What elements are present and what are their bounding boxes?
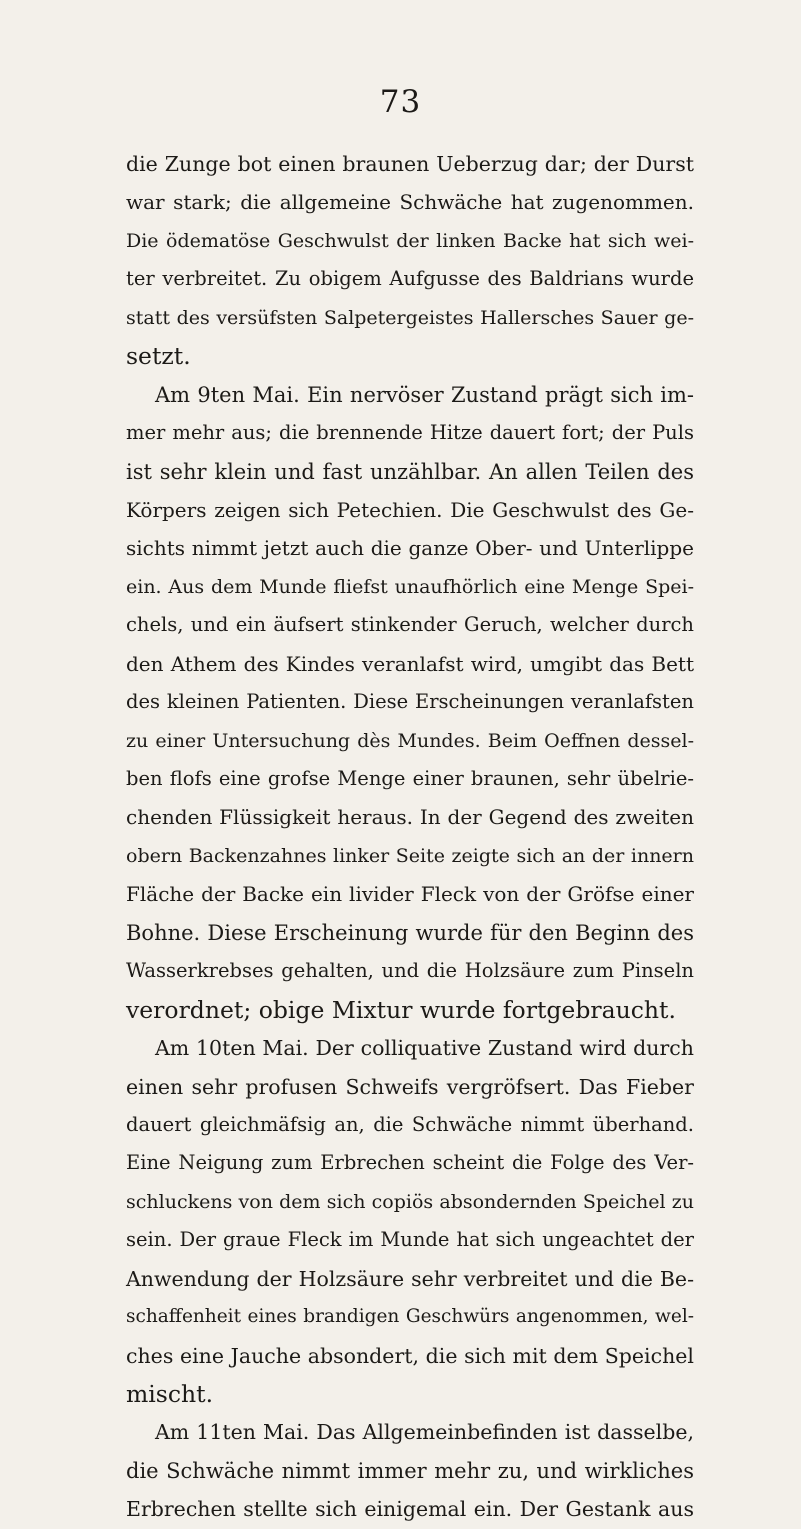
text-line: schluckens von dem sich copiös absondernden Speichel zu xyxy=(126,1190,694,1213)
text-line: ben flofs eine grofse Menge einer braunen, sehr übelrie- xyxy=(126,767,694,790)
text-line: statt des versüfsten Salpetergeistes Hallersches Sauer ge- xyxy=(126,306,694,329)
text-line: Wasserkrebses gehalten, und die Holzsäure zum Pinseln xyxy=(126,959,694,983)
text-line: des kleinen Patienten. Diese Erscheinungen veranlafsten xyxy=(126,690,694,714)
text-line: sichts nimmt jetzt auch die ganze Ober- und Unterlippe xyxy=(126,536,694,561)
text-line: den Athem des Kindes veranlafst wird, umgibt das Bett xyxy=(126,651,694,676)
text-line: ist sehr klein und fast unzählbar. An allen Teilen des xyxy=(126,459,694,484)
text-line: ein. Aus dem Munde fliefst unaufhörlich eine Menge Spei- xyxy=(126,575,694,598)
text-line: Die ödematöse Geschwulst der linken Backe hat sich wei- xyxy=(126,229,694,252)
body-text xyxy=(126,145,694,1529)
text-line: sein. Der graue Fleck im Munde hat sich ungeachtet der xyxy=(126,1228,694,1252)
text-line: verordnet; obige Mixtur wurde fortgebraucht. xyxy=(126,995,676,1024)
text-line: Anwendung der Holzsäure sehr verbreitet und die Be- xyxy=(126,1266,694,1291)
text-line: ches eine Jauche absondert, die sich mit dem Speichel xyxy=(126,1343,694,1368)
text-line: mischt. xyxy=(126,1380,214,1408)
text-line: war stark; die allgemeine Schwäche hat zugenommen. xyxy=(126,190,694,215)
text-line: chels, und ein äufsert stinkender Geruch, welcher durch xyxy=(126,613,694,637)
page-number: 73 xyxy=(379,84,422,120)
text-line: dauert gleichmäfsig an, die Schwäche nimmt überhand. xyxy=(126,1112,694,1136)
text-line: Eine Neigung zum Erbrechen scheint die Folge des Ver- xyxy=(126,1151,694,1175)
text-line: Fläche der Backe ein livider Fleck von der Gröfse einer xyxy=(126,882,694,907)
text-line: Am 9ten Mai. Ein nervöser Zustand prägt sich im- xyxy=(155,382,694,407)
text-line: Am 10ten Mai. Der colliquative Zustand wird durch xyxy=(155,1036,694,1061)
text-line: zu einer Untersuchung dès Mundes. Beim Oeffnen dessel- xyxy=(126,729,694,752)
text-line: Bohne. Diese Erscheinung wurde für den Beginn des xyxy=(126,920,694,945)
text-line: mer mehr aus; die brennende Hitze dauert fort; der Puls xyxy=(126,421,694,445)
text-line: obern Backenzahnes linker Seite zeigte sich an der innern xyxy=(126,844,694,867)
text-line: Am 11ten Mai. Das Allgemeinbefinden ist dasselbe, xyxy=(155,1420,694,1445)
text-line: setzt. xyxy=(126,342,191,371)
text-line: Erbrechen stellte sich einigemal ein. Der Gestank aus xyxy=(126,1497,694,1522)
text-line: schaffenheit eines brandigen Geschwürs angenommen, wel- xyxy=(126,1306,694,1328)
text-line: die Zunge bot einen braunen Ueberzug dar; der Durst xyxy=(126,152,694,176)
text-line: einen sehr profusen Schweifs vergröfsert. Das Fieber xyxy=(126,1074,694,1099)
text-line: chenden Flüssigkeit heraus. In der Gegend des zweiten xyxy=(126,805,694,830)
text-line: die Schwäche nimmt immer mehr zu, und wirkliches xyxy=(126,1458,694,1483)
text-line: Körpers zeigen sich Petechien. Die Geschwulst des Ge- xyxy=(126,497,694,522)
text-line: ter verbreitet. Zu obigem Aufgusse des Baldrians wurde xyxy=(126,267,694,291)
